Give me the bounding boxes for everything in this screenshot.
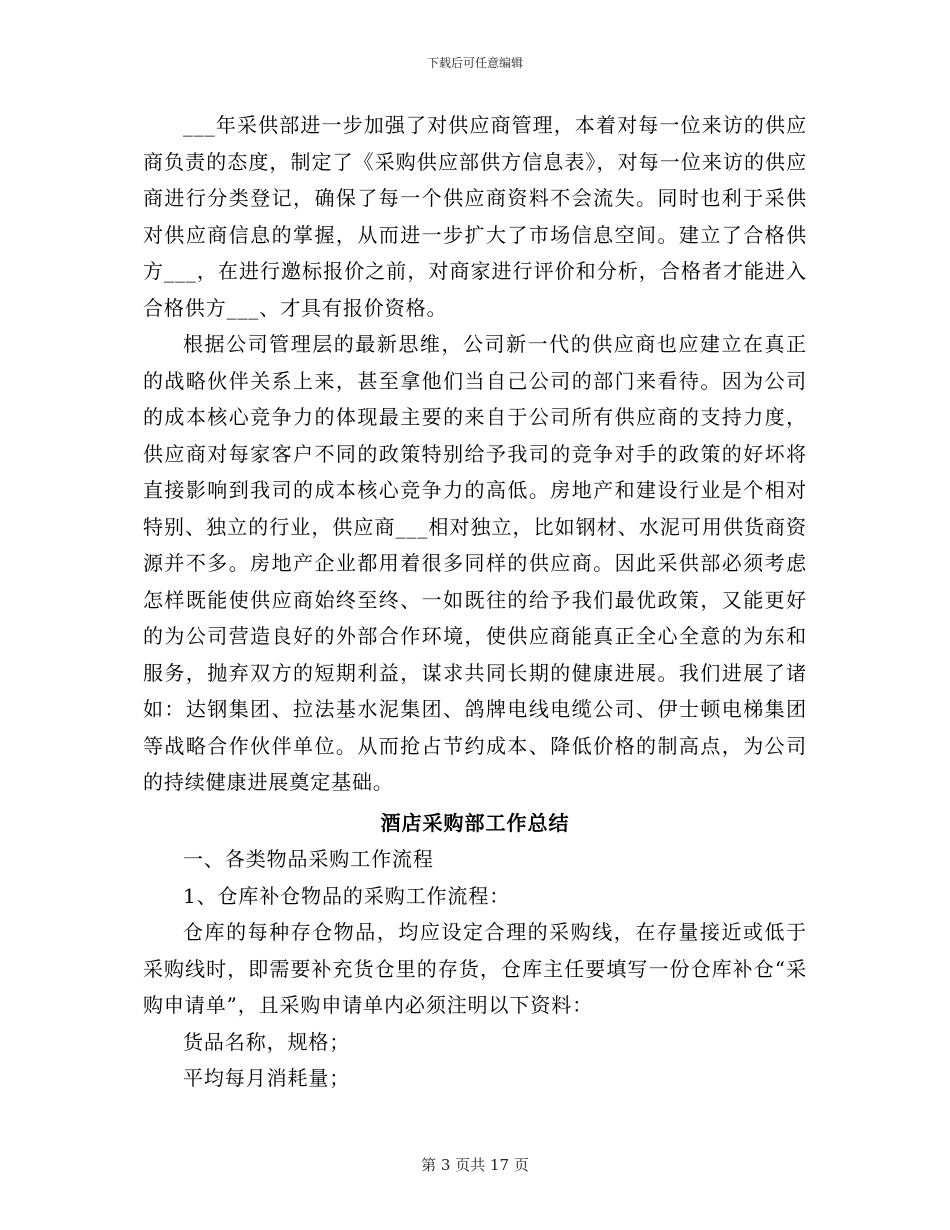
paragraph-monthly-consumption: 平均每月消耗量；: [183, 1066, 351, 1090]
paragraph-supplier-management: ___年采供部进一步加强了对供应商管理，本着对每一位来访的供应商负责的态度，制定了《采购供应部供方信息表》，对每一位来访的供应商进行分类登记，确保了每一个供应商资料不会流失。同时也利于采供对供应商信息的掌握，从而进一步扩大了市场信息空间。建立了合格供方___，在进行邀标报价之前，对商家进行评价和分析，合格者才能进入合格供方___、才具有报价资格。: [143, 113, 807, 320]
paragraph-restock-process: 仓库的每种存仓物品，均应设定合理的采购线，在存量接近或低于采购线时，即需要补充货仓里的存货，仓库主任要填写一份仓库补仓“采购申请单”，且采购申请单内必须注明以下资料：: [143, 920, 807, 1017]
paragraph-strategic-partners: 根据公司管理层的最新思维，公司新一代的供应商也应建立在真正的战略伙伴关系上来，甚至拿他们当自己公司的部门来看待。因为公司的成本核心竞争力的体现最主要的来自于公司所有供应商的支持力度，供应商对每家客户不同的政策特别给予我司的竞争对手的政策的好坏将直接影响到我司的成本核心竞争力的高低。房地产和建设行业是个相对特别、独立的行业，供应商___相对独立，比如钢材、水泥可用供货商资源并不多。房地产企业都用着很多同样的供应商。因此采供部必须考虑怎样既能使供应商始终至终、一如既往的给予我们最优政策，又能更好的为公司营造良好的外部合作环境，使供应商能真正全心全意的为东和服务，抛弃双方的短期利益，谋求共同长期的健康进展。我们进展了诸如：达钢集团、拉法基水泥集团、鸽牌电线电缆公司、伊士顿电梯集团等战略合作伙伴单位。从而抢占节约成本、降低价格的制高点，为公司的持续健康进展奠定基础。: [143, 332, 807, 794]
paragraph-item-name: 货品名称，规格；: [183, 1029, 351, 1054]
paragraph-subsection-1: 1、仓库补仓物品的采购工作流程：: [183, 883, 511, 908]
section-heading: 酒店采购部工作总结: [380, 810, 570, 835]
page-footer: 第 3 页共 17 页: [421, 1156, 529, 1174]
document-body: [143, 107, 807, 1097]
page-header: 下载后可任意编辑: [426, 56, 523, 70]
paragraph-section-1: 一、各类物品采购工作流程: [183, 847, 434, 871]
